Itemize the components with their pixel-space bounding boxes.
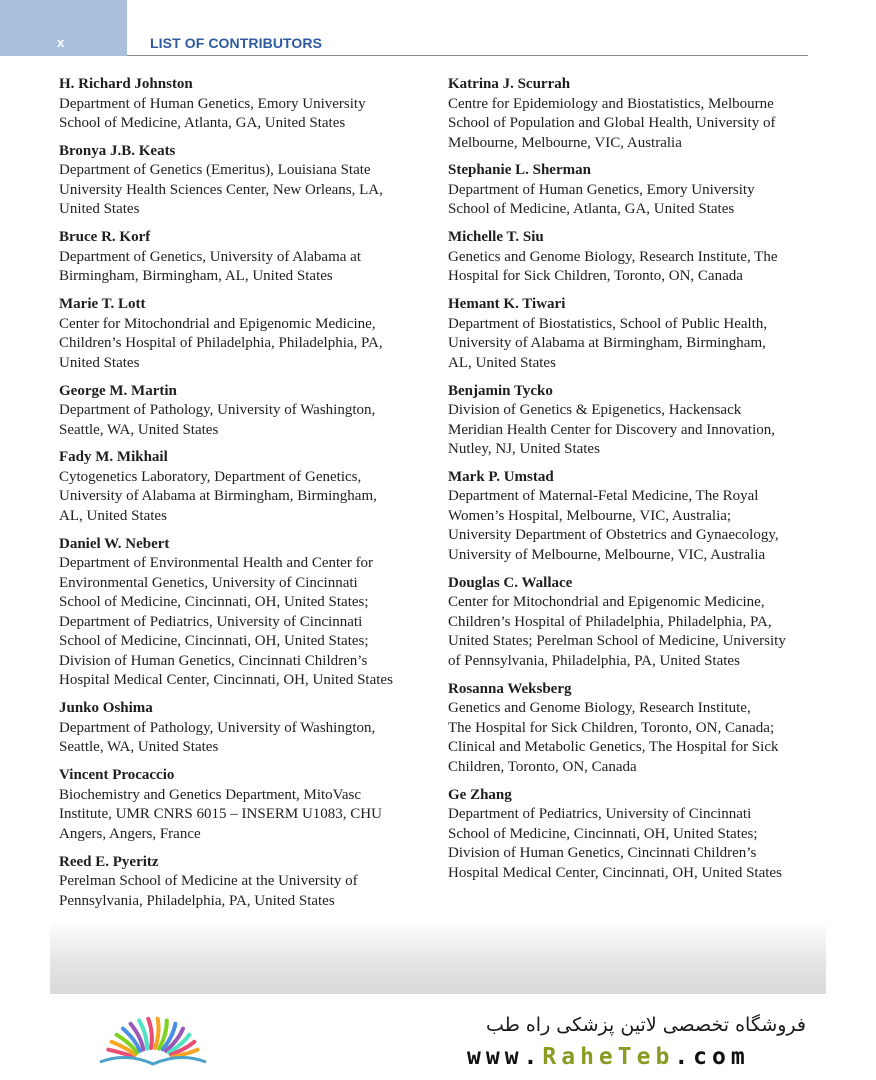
contributor-name: Katrina J. Scurrah — [448, 76, 571, 92]
contributor-name: Junko Oshima — [59, 700, 153, 717]
logo-ray — [148, 1019, 152, 1048]
contributor-entry — [448, 574, 818, 672]
shop-url-brand: RaheTeb — [542, 1044, 675, 1070]
contributor-affiliation-line: Department of Pediatrics, University of Cincinnati — [59, 613, 363, 630]
contributor-entry — [59, 382, 431, 441]
contributor-affiliation-line: Melbourne, Melbourne, VIC, Australia — [448, 134, 682, 151]
contributor-affiliation-line: Clinical and Metabolic Genetics, The Hospital for Sick — [448, 739, 779, 756]
logo-rays — [100, 1019, 206, 1064]
contributor-affiliation-line: School of Population and Global Health, University of — [448, 115, 776, 131]
contributor-entry — [448, 468, 818, 566]
contributor-affiliation-line: Center for Mitochondrial and Epigenomic Medicine, — [59, 315, 376, 332]
contributor-entry — [59, 295, 431, 373]
contributor-affiliation-line: University of Melbourne, Melbourne, VIC, Australia — [448, 546, 766, 563]
logo-book-base — [100, 1057, 206, 1064]
contributor-name: Benjamin Tycko — [448, 382, 553, 399]
contributor-affiliation-line: Children’s Hospital of Philadelphia, Philadelphia, PA, — [59, 335, 383, 352]
contributor-affiliation-line: AL, United States — [448, 354, 556, 371]
contributor-affiliation-line: Department of Genetics, University of Alabama at — [59, 248, 361, 265]
contributor-affiliation-line: Pennsylvania, Philadelphia, PA, United States — [59, 892, 335, 909]
logo-ray — [155, 1019, 159, 1048]
contributor-affiliation-line: Division of Human Genetics, Cincinnati Children’s — [59, 652, 368, 669]
contributor-affiliation-line: United States; Perelman School of Medicine, University — [448, 633, 786, 650]
contributor-entry — [448, 680, 818, 778]
contributor-affiliation-line: Division of Human Genetics, Cincinnati Children’s — [448, 845, 757, 862]
contributor-affiliation-line: Women’s Hospital, Melbourne, VIC, Australia; — [448, 507, 732, 524]
contributor-affiliation-line: Genetics and Genome Biology, Research Institute, — [448, 700, 751, 717]
contributor-affiliation-line: Center for Mitochondrial and Epigenomic Medicine, — [448, 594, 765, 611]
contributor-entry — [59, 448, 431, 526]
contributor-affiliation-line: Children, Toronto, ON, Canada — [448, 758, 637, 775]
header-divider — [127, 55, 808, 56]
contributor-name: Marie T. Lott — [59, 296, 146, 313]
contributor-affiliation-line: Genetics and Genome Biology, Research Institute, The — [448, 248, 778, 265]
contributor-affiliation-line: Nutley, NJ, United States — [448, 441, 600, 458]
contributor-name: Michelle T. Siu — [448, 229, 544, 246]
contributor-affiliation-line: University Health Sciences Center, New Orleans, LA, — [59, 181, 383, 198]
contributor-affiliation-line: University of Alabama at Birmingham, Birmingham, — [59, 488, 377, 505]
contributor-entry — [448, 161, 818, 220]
contributor-name: Bruce R. Korf — [59, 229, 151, 246]
shop-url-prefix: www. — [467, 1044, 543, 1070]
contributor-affiliation-line: United States — [59, 201, 140, 218]
contributor-name: Ge Zhang — [448, 786, 512, 803]
contributor-entry — [448, 75, 818, 153]
contributor-name: H. Richard Johnston — [59, 76, 193, 92]
contributor-affiliation-line: Institute, UMR CNRS 6015 – INSERM U1083, CHU — [59, 806, 382, 823]
contributor-affiliation-line: Children’s Hospital of Philadelphia, Philadelphia, PA, — [448, 613, 772, 630]
shop-url[interactable] — [467, 1044, 750, 1070]
contributor-entry — [59, 535, 431, 691]
shop-name: فروشگاه تخصصی لاتین پزشکی راه طب — [486, 1014, 806, 1036]
contributor-affiliation-line: Department of Environmental Health and Center for — [59, 555, 374, 572]
contributor-name: Vincent Procaccio — [59, 767, 175, 784]
contributor-affiliation-line: AL, United States — [59, 507, 167, 524]
contributor-affiliation-line: Department of Human Genetics, Emory University — [59, 95, 366, 112]
contributor-name: Bronya J.B. Keats — [59, 142, 176, 159]
contributor-affiliation-line: Seattle, WA, United States — [59, 421, 219, 438]
contributor-affiliation-line: Department of Pathology, University of Washington, — [59, 402, 376, 419]
contributor-affiliation-line: Angers, Angers, France — [59, 825, 201, 842]
contributors-column-left — [59, 75, 431, 919]
contributor-affiliation-line: School of Medicine, Cincinnati, OH, United States; — [59, 594, 369, 611]
contributor-entry — [59, 766, 431, 844]
contributor-name: Mark P. Umstad — [448, 468, 554, 485]
contributor-entry — [59, 699, 431, 758]
contributor-affiliation-line: Department of Pediatrics, University of Cincinnati — [448, 806, 752, 823]
contributor-name: Stephanie L. Sherman — [448, 162, 591, 179]
page-number-tab — [0, 0, 127, 56]
page-number: x — [57, 35, 65, 50]
contributor-affiliation-line: Department of Pathology, University of Washington, — [59, 719, 376, 736]
contributor-name: Daniel W. Nebert — [59, 535, 170, 552]
contributor-name: Reed E. Pyeritz — [59, 853, 159, 870]
contributor-affiliation-line: Hospital Medical Center, Cincinnati, OH, United States — [59, 672, 393, 689]
contributor-affiliation-line: Hospital for Sick Children, Toronto, ON, Canada — [448, 268, 743, 285]
contributor-affiliation-line: Biochemistry and Genetics Department, MitoVasc — [59, 786, 362, 803]
contributor-entry — [448, 295, 818, 373]
contributor-affiliation-line: The Hospital for Sick Children, Toronto, ON, Canada; — [448, 719, 775, 736]
contributor-affiliation-line: Birmingham, Birmingham, AL, United States — [59, 268, 333, 285]
contributor-entry — [448, 228, 818, 287]
contributor-affiliation-line: University Department of Obstetrics and Gynaecology, — [448, 527, 779, 544]
contributor-affiliation-line: Department of Maternal-Fetal Medicine, The Royal — [448, 488, 759, 505]
contributor-name: Rosanna Weksberg — [448, 680, 572, 697]
contributor-affiliation-line: Hospital Medical Center, Cincinnati, OH, United States — [448, 864, 782, 881]
contributor-affiliation-line: Department of Biostatistics, School of Public Health, — [448, 315, 768, 332]
contributor-affiliation-line: Department of Human Genetics, Emory University — [448, 181, 755, 198]
contributor-name: Douglas C. Wallace — [448, 574, 573, 591]
contributor-entry — [59, 228, 431, 287]
contributor-affiliation-line: Department of Genetics (Emeritus), Louisiana State — [59, 162, 371, 179]
contributor-affiliation-line: Centre for Epidemiology and Biostatistics, Melbourne — [448, 95, 774, 112]
contributor-name: Hemant K. Tiwari — [448, 296, 566, 313]
contributor-affiliation-line: University of Alabama at Birmingham, Birmingham, — [448, 335, 766, 352]
contributor-name: George M. Martin — [59, 382, 177, 399]
contributor-entry — [59, 142, 431, 220]
book-logo-icon — [92, 1008, 214, 1068]
contributor-entry — [448, 382, 818, 460]
contributor-name: Fady M. Mikhail — [59, 449, 168, 466]
contributor-affiliation-line: Seattle, WA, United States — [59, 739, 219, 756]
contributor-affiliation-line: Perelman School of Medicine at the University of — [59, 873, 358, 890]
contributor-affiliation-line: School of Medicine, Atlanta, GA, United States — [59, 115, 346, 131]
contributor-entry — [59, 75, 431, 134]
contributor-affiliation-line: Meridian Health Center for Discovery and Innovation, — [448, 421, 775, 438]
contributor-entry — [448, 786, 818, 884]
contributor-affiliation-line: School of Medicine, Cincinnati, OH, United States; — [59, 633, 369, 650]
shop-url-suffix: .com — [674, 1044, 750, 1070]
contributor-affiliation-line: Division of Genetics & Epigenetics, Hackensack — [448, 402, 742, 419]
page-bottom-shadow — [50, 920, 826, 994]
contributor-affiliation-line: of Pennsylvania, Philadelphia, PA, United States — [448, 652, 740, 669]
page-title: LIST OF CONTRIBUTORS — [150, 35, 323, 51]
contributors-column-right — [448, 75, 818, 892]
contributor-affiliation-line: School of Medicine, Cincinnati, OH, United States; — [448, 825, 758, 842]
contributor-affiliation-line: United States — [59, 354, 140, 371]
contributor-entry — [59, 853, 431, 912]
contributor-affiliation-line: School of Medicine, Atlanta, GA, United States — [448, 201, 735, 218]
contributor-affiliation-line: Cytogenetics Laboratory, Department of Genetics, — [59, 468, 362, 485]
contributor-affiliation-line: Environmental Genetics, University of Cincinnati — [59, 574, 358, 591]
